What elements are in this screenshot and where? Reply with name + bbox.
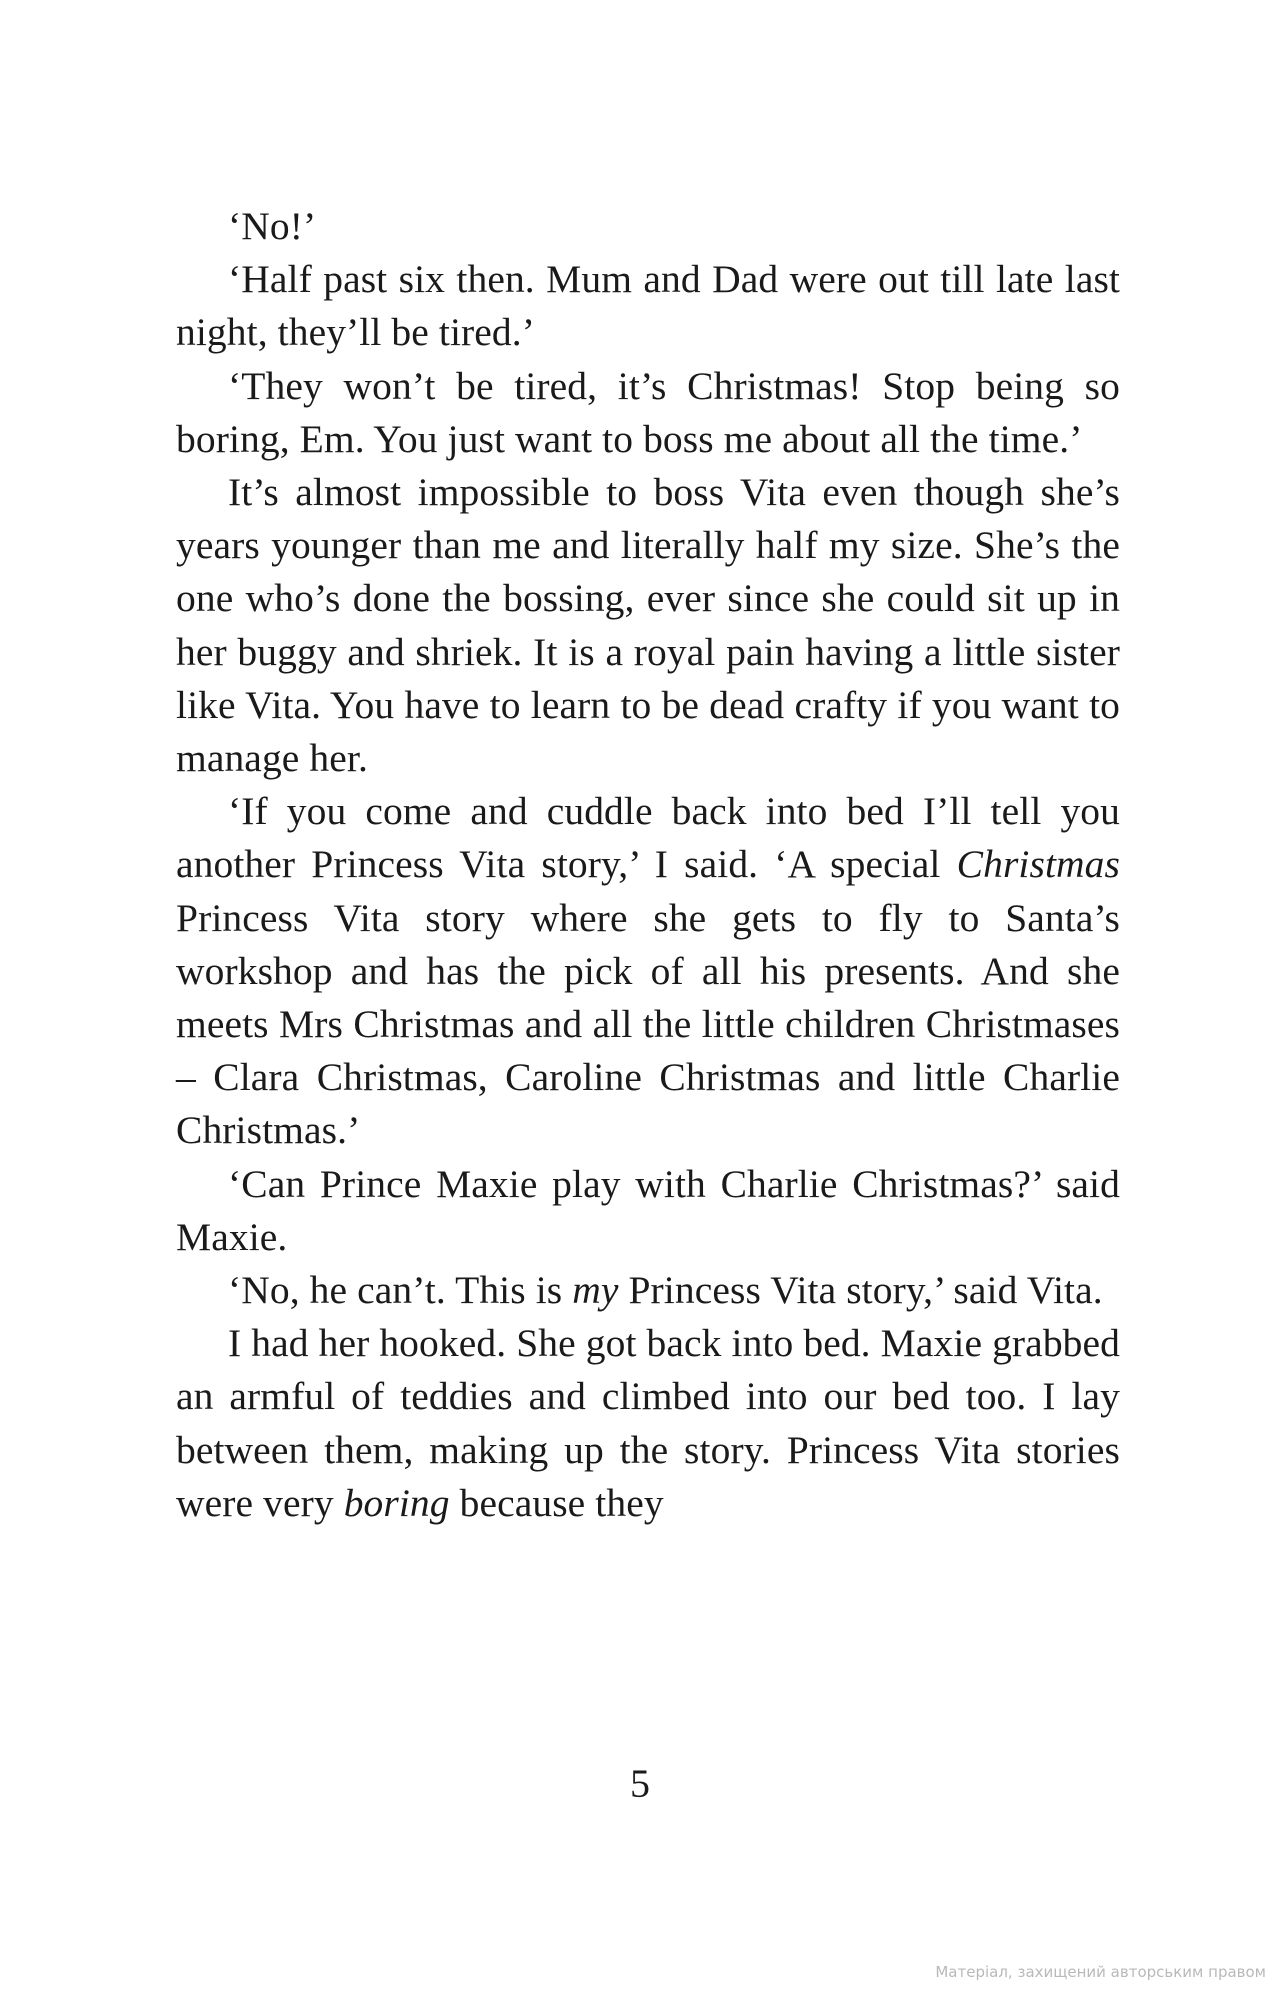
- paragraph: [176, 1158, 1120, 1264]
- text-run: ‘If you come and cuddle back into bed I’ll tell you another Princess Vita story,’ I said. ‘A special: [176, 789, 1120, 887]
- text-run: Princess Vita story,’ said Vita.: [618, 1268, 1103, 1313]
- text-run: ‘They won’t be tired, it’s Christmas! Stop being so boring, Em. You just want to boss me about all the time.’: [176, 363, 1120, 461]
- paragraph: [176, 360, 1120, 466]
- paragraph: [176, 1264, 1120, 1317]
- italic-text: boring: [343, 1480, 450, 1525]
- text-run: ‘Can Prince Maxie play with Charlie Christmas?’ said Maxie.: [176, 1161, 1120, 1259]
- text-run: Princess Vita story where she gets to fly to Santa’s workshop and has the pick of all his presents. And she meets Mrs Christmas and all the little children Christmases – Clara Christmas, Caroline Christmas and little Charlie Christmas.’: [176, 895, 1120, 1153]
- page-number: 5: [630, 1761, 650, 1806]
- paragraph: [176, 785, 1120, 1157]
- text-run: ‘No!’: [228, 204, 317, 248]
- paragraph: [176, 253, 1120, 359]
- text-run: It’s almost impossible to boss Vita even though she’s years younger than me and literally half my size. She’s the one who’s done the bossing, ever since she could sit up in her buggy and shriek. It is a royal pain having a little sister like Vita. You have to learn to be dead crafty if you want to manage her.: [176, 470, 1120, 781]
- text-run: ‘No, he can’t. This is: [228, 1268, 573, 1313]
- text-run: ‘Half past six then. Mum and Dad were out till late last night, they’ll be tired.’: [176, 257, 1120, 355]
- italic-text: my: [572, 1268, 619, 1313]
- text-run: because they: [449, 1480, 664, 1525]
- copyright-watermark: Матеріал, захищений авторським правом: [935, 1963, 1266, 1981]
- paragraph: [176, 466, 1120, 785]
- text-run: I had her hooked. She got back into bed. Maxie grabbed an armful of teddies and climbed into our bed too. I lay between them, making up the story. Princess Vita stories were very: [176, 1321, 1120, 1525]
- paragraph: [176, 200, 1120, 253]
- italic-text: Christmas: [956, 842, 1120, 887]
- paragraph: [176, 1317, 1120, 1530]
- body-text: [176, 200, 1120, 1530]
